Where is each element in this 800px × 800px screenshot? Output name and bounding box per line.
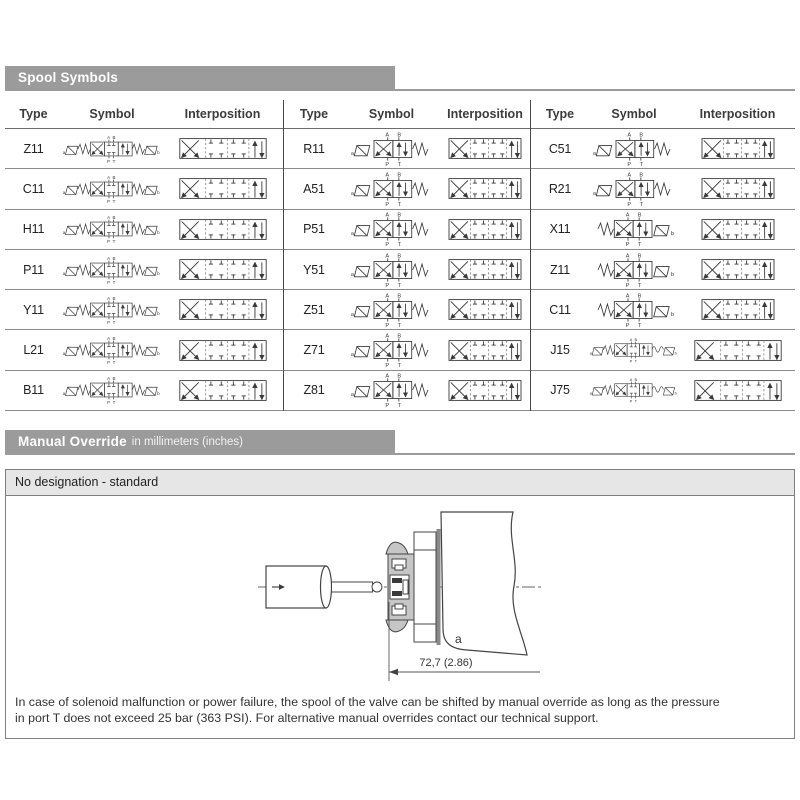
interposition-symbol-icon: [162, 175, 283, 202]
svg-text:a: a: [350, 352, 354, 359]
type-label: Y11: [23, 302, 44, 317]
type-label: J75: [550, 383, 570, 398]
svg-text:B: B: [396, 253, 401, 260]
svg-text:a: a: [350, 271, 354, 278]
spool-row-Z11: [531, 250, 795, 290]
interposition-symbol-icon: [439, 377, 531, 404]
spool-row-P51: [284, 210, 530, 250]
svg-text:A: A: [384, 253, 389, 260]
svg-text:T: T: [397, 202, 401, 207]
svg-text:b: b: [157, 270, 160, 276]
svg-text:b: b: [157, 149, 160, 155]
svg-text:a: a: [62, 391, 66, 397]
interposition-symbol-icon: [439, 135, 531, 162]
spool-row-A51: [284, 169, 530, 209]
spool-row-Y51: [284, 250, 530, 290]
spool-row-Z81: [284, 371, 530, 411]
svg-text:T: T: [397, 322, 401, 328]
type-label: J15: [550, 343, 570, 358]
valve-symbol-icon: [589, 211, 679, 247]
manual-override-panel: [5, 469, 795, 739]
interposition-symbol-icon: [439, 216, 531, 243]
svg-text:T: T: [112, 400, 116, 406]
svg-text:T: T: [112, 319, 116, 325]
svg-text:A: A: [107, 134, 111, 140]
valve-symbol-icon: [344, 171, 439, 207]
svg-text:A: A: [107, 174, 111, 180]
svg-text:A: A: [384, 333, 389, 340]
svg-text:a: a: [589, 390, 592, 396]
svg-text:b: b: [157, 230, 160, 236]
interposition-symbol-icon: [439, 256, 531, 283]
spool-row-R11: [284, 129, 530, 169]
svg-text:B: B: [396, 293, 401, 300]
valve-symbol-icon: [62, 251, 162, 289]
svg-text:T: T: [112, 239, 116, 245]
svg-text:T: T: [397, 161, 401, 167]
interposition-symbol-icon: [162, 377, 283, 404]
dimension-text: 72,7 (2.86): [419, 657, 473, 670]
valve-symbol-icon: [62, 331, 162, 369]
svg-text:b: b: [670, 311, 674, 318]
svg-text:a: a: [350, 231, 354, 238]
manual-override-drawing: [250, 502, 550, 687]
spool-row-P11: [5, 250, 283, 290]
type-label: Z11: [23, 141, 44, 156]
svg-text:A: A: [107, 295, 111, 301]
svg-text:B: B: [637, 253, 642, 260]
manual-override-subtitle: in millimeters (inches): [131, 435, 243, 448]
valve-body-outline: [441, 512, 527, 655]
spool-row-R21: [531, 169, 795, 209]
svg-text:T: T: [112, 279, 116, 285]
svg-text:B: B: [112, 134, 116, 140]
spool-row-X11: [531, 210, 795, 250]
svg-text:A: A: [627, 132, 632, 139]
svg-text:P: P: [627, 202, 632, 207]
type-label: H11: [22, 222, 45, 237]
svg-text:B: B: [112, 255, 116, 261]
spool-row-J15: [531, 330, 795, 370]
column-header-interposition: Interposition: [184, 107, 261, 121]
column-header-type: Type: [19, 107, 48, 121]
svg-text:b: b: [670, 271, 674, 278]
spool-row-Z71: [284, 330, 530, 370]
svg-text:T: T: [637, 242, 642, 248]
interposition-symbol-icon: [162, 337, 283, 364]
svg-text:T: T: [397, 282, 401, 288]
svg-text:P: P: [629, 398, 633, 404]
svg-text:T: T: [112, 360, 116, 366]
svg-text:T: T: [634, 398, 638, 404]
type-label: Z71: [303, 343, 325, 358]
svg-text:P: P: [107, 198, 111, 204]
svg-text:B: B: [639, 132, 644, 139]
spool-symbols-title: Spool Symbols: [18, 70, 119, 85]
valve-symbol-icon: [344, 332, 439, 368]
column-header-row: [284, 100, 530, 129]
svg-text:b: b: [157, 391, 160, 397]
type-label: Z11: [549, 262, 570, 277]
valve-symbol-icon: [344, 131, 439, 167]
svg-text:P: P: [629, 358, 633, 364]
interposition-symbol-icon: [162, 256, 283, 283]
column-header-type: Type: [545, 107, 575, 121]
svg-text:P: P: [384, 242, 389, 248]
svg-text:b: b: [157, 310, 160, 316]
svg-text:P: P: [625, 322, 630, 328]
spool-row-J75: [531, 371, 795, 411]
svg-text:b: b: [157, 350, 160, 356]
valve-symbol-icon: [589, 292, 679, 328]
svg-text:T: T: [637, 282, 642, 288]
svg-text:a: a: [592, 150, 596, 157]
type-label: P11: [23, 262, 44, 277]
svg-text:P: P: [384, 322, 389, 328]
valve-symbol-icon: [589, 371, 679, 409]
interposition-symbol-icon: [162, 296, 283, 323]
type-label: Y51: [303, 262, 325, 277]
svg-text:A: A: [107, 255, 111, 261]
svg-text:B: B: [634, 377, 638, 383]
column-header-row: [5, 100, 283, 129]
spool-row-H11: [5, 210, 283, 250]
valve-symbol-icon: [589, 171, 679, 207]
body-label-a: a: [455, 632, 462, 647]
svg-text:a: a: [62, 189, 66, 195]
svg-text:P: P: [625, 282, 630, 288]
manual-override-drawing-area: [6, 496, 794, 692]
svg-text:A: A: [384, 212, 389, 219]
type-label: A51: [303, 181, 325, 196]
svg-text:a: a: [62, 270, 66, 276]
valve-symbol-icon: [344, 252, 439, 288]
manual-override-note: In case of solenoid malfunction or power failure, the spool of the valve can be shifted by manual override as long as the pressure in port T does not exceed 25 bar (363 PSI). For alternative manual overrides contact our technical support.: [15, 695, 720, 726]
valve-symbol-icon: [589, 331, 679, 369]
svg-text:B: B: [112, 295, 116, 301]
interposition-symbol-icon: [679, 296, 796, 323]
interposition-symbol-icon: [679, 377, 796, 404]
svg-text:P: P: [384, 363, 389, 369]
svg-text:P: P: [107, 158, 111, 164]
spool-row-C11: [5, 169, 283, 209]
svg-text:B: B: [396, 172, 401, 179]
valve-symbol-icon: [589, 131, 679, 167]
column-header-symbol: Symbol: [89, 107, 135, 121]
spool-symbols-group-3: [530, 100, 795, 411]
svg-text:T: T: [639, 161, 643, 167]
manual-override-section-header: [5, 430, 795, 455]
type-label: B11: [23, 383, 44, 398]
svg-text:B: B: [396, 212, 401, 219]
svg-text:P: P: [107, 239, 111, 245]
svg-text:a: a: [62, 149, 66, 155]
spool-row-Z51: [284, 290, 530, 330]
svg-text:P: P: [627, 161, 632, 167]
svg-text:A: A: [107, 336, 111, 342]
spool-row-Z11: [5, 129, 283, 169]
svg-text:B: B: [637, 212, 642, 219]
interposition-symbol-icon: [162, 135, 283, 162]
spool-row-B11: [5, 371, 283, 411]
panel-header-label: No designation - standard: [6, 470, 794, 496]
spool-symbols-section-header: [5, 66, 795, 91]
type-label: R21: [548, 181, 572, 196]
svg-text:B: B: [112, 336, 116, 342]
svg-text:A: A: [627, 172, 632, 179]
valve-symbol-icon: [62, 371, 162, 409]
svg-text:B: B: [634, 337, 638, 343]
svg-text:B: B: [639, 172, 644, 179]
type-label: C51: [548, 141, 572, 156]
column-header-symbol: Symbol: [368, 107, 415, 121]
spool-symbols-table: [5, 100, 795, 411]
svg-text:B: B: [112, 215, 116, 221]
column-header-symbol: Symbol: [611, 107, 657, 121]
valve-symbol-icon: [62, 130, 162, 168]
interposition-symbol-icon: [679, 337, 796, 364]
type-label: C11: [22, 181, 45, 196]
svg-text:T: T: [112, 198, 116, 204]
svg-text:T: T: [397, 403, 401, 409]
svg-text:P: P: [107, 279, 111, 285]
interposition-symbol-icon: [162, 216, 283, 243]
svg-text:T: T: [397, 363, 401, 369]
interposition-symbol-icon: [679, 216, 796, 243]
manual-override-title-bar: [5, 430, 395, 453]
svg-text:A: A: [384, 172, 389, 179]
svg-text:T: T: [639, 202, 643, 207]
interposition-symbol-icon: [439, 296, 531, 323]
valve-symbol-icon: [344, 211, 439, 247]
type-label: P51: [303, 222, 325, 237]
svg-text:B: B: [637, 293, 642, 300]
svg-text:P: P: [384, 202, 389, 207]
svg-text:P: P: [107, 319, 111, 325]
svg-text:B: B: [396, 373, 401, 380]
valve-symbol-icon: [344, 292, 439, 328]
column-header-type: Type: [299, 107, 329, 121]
svg-text:A: A: [384, 373, 389, 380]
svg-text:A: A: [629, 337, 633, 343]
svg-text:b: b: [674, 390, 677, 396]
spool-symbols-group-2: [283, 100, 530, 411]
svg-text:a: a: [62, 310, 66, 316]
spool-row-L21: [5, 330, 283, 370]
svg-text:a: a: [350, 311, 354, 318]
svg-text:a: a: [350, 190, 354, 197]
svg-text:b: b: [157, 189, 160, 195]
svg-text:B: B: [112, 376, 116, 382]
column-header-interposition: Interposition: [699, 107, 776, 121]
manual-override-title: Manual Override: [18, 434, 127, 450]
svg-text:A: A: [625, 253, 630, 260]
interposition-symbol-icon: [679, 175, 796, 202]
svg-text:b: b: [674, 350, 677, 356]
valve-symbol-icon: [62, 170, 162, 208]
svg-text:a: a: [62, 230, 66, 236]
solenoid-coil-housing: [414, 529, 439, 645]
svg-text:A: A: [384, 293, 389, 300]
svg-text:A: A: [107, 215, 111, 221]
svg-text:T: T: [112, 158, 116, 164]
svg-text:T: T: [637, 322, 642, 328]
svg-text:A: A: [384, 132, 389, 139]
svg-text:P: P: [625, 242, 630, 248]
svg-text:B: B: [396, 132, 401, 139]
spool-symbols-title-bar: [5, 66, 395, 89]
svg-text:P: P: [107, 360, 111, 366]
type-label: Z51: [303, 302, 325, 317]
solenoid-nut-section: [386, 542, 414, 632]
spool-row-Y11: [5, 290, 283, 330]
column-header-interposition: Interposition: [447, 107, 523, 121]
spool-row-C11: [531, 290, 795, 330]
spool-row-C51: [531, 129, 795, 169]
type-label: C11: [549, 302, 571, 317]
valve-symbol-icon: [589, 252, 679, 288]
interposition-symbol-icon: [679, 135, 796, 162]
type-label: X11: [549, 222, 571, 237]
svg-text:B: B: [112, 174, 116, 180]
svg-text:P: P: [384, 403, 389, 409]
svg-text:a: a: [589, 350, 592, 356]
column-header-row: [531, 100, 795, 129]
svg-text:P: P: [384, 161, 389, 167]
svg-text:A: A: [629, 377, 633, 383]
svg-text:T: T: [634, 358, 638, 364]
interposition-symbol-icon: [439, 337, 531, 364]
svg-text:B: B: [396, 333, 401, 340]
interposition-symbol-icon: [439, 175, 531, 202]
interposition-symbol-icon: [679, 256, 796, 283]
type-label: L21: [23, 343, 44, 358]
type-label: Z81: [303, 383, 325, 398]
svg-text:b: b: [670, 231, 674, 238]
valve-symbol-icon: [62, 291, 162, 329]
spool-symbols-group-1: [5, 100, 283, 411]
svg-text:a: a: [350, 150, 354, 157]
svg-text:T: T: [397, 242, 401, 248]
svg-text:A: A: [625, 212, 630, 219]
valve-symbol-icon: [344, 372, 439, 408]
svg-text:A: A: [107, 376, 111, 382]
svg-text:A: A: [625, 293, 630, 300]
valve-symbol-icon: [62, 210, 162, 248]
type-label: R11: [303, 141, 325, 156]
svg-text:a: a: [592, 190, 596, 197]
svg-text:a: a: [350, 392, 354, 399]
svg-text:P: P: [384, 282, 389, 288]
override-tool-icon: [266, 566, 382, 608]
svg-text:P: P: [107, 400, 111, 406]
svg-text:a: a: [62, 350, 66, 356]
